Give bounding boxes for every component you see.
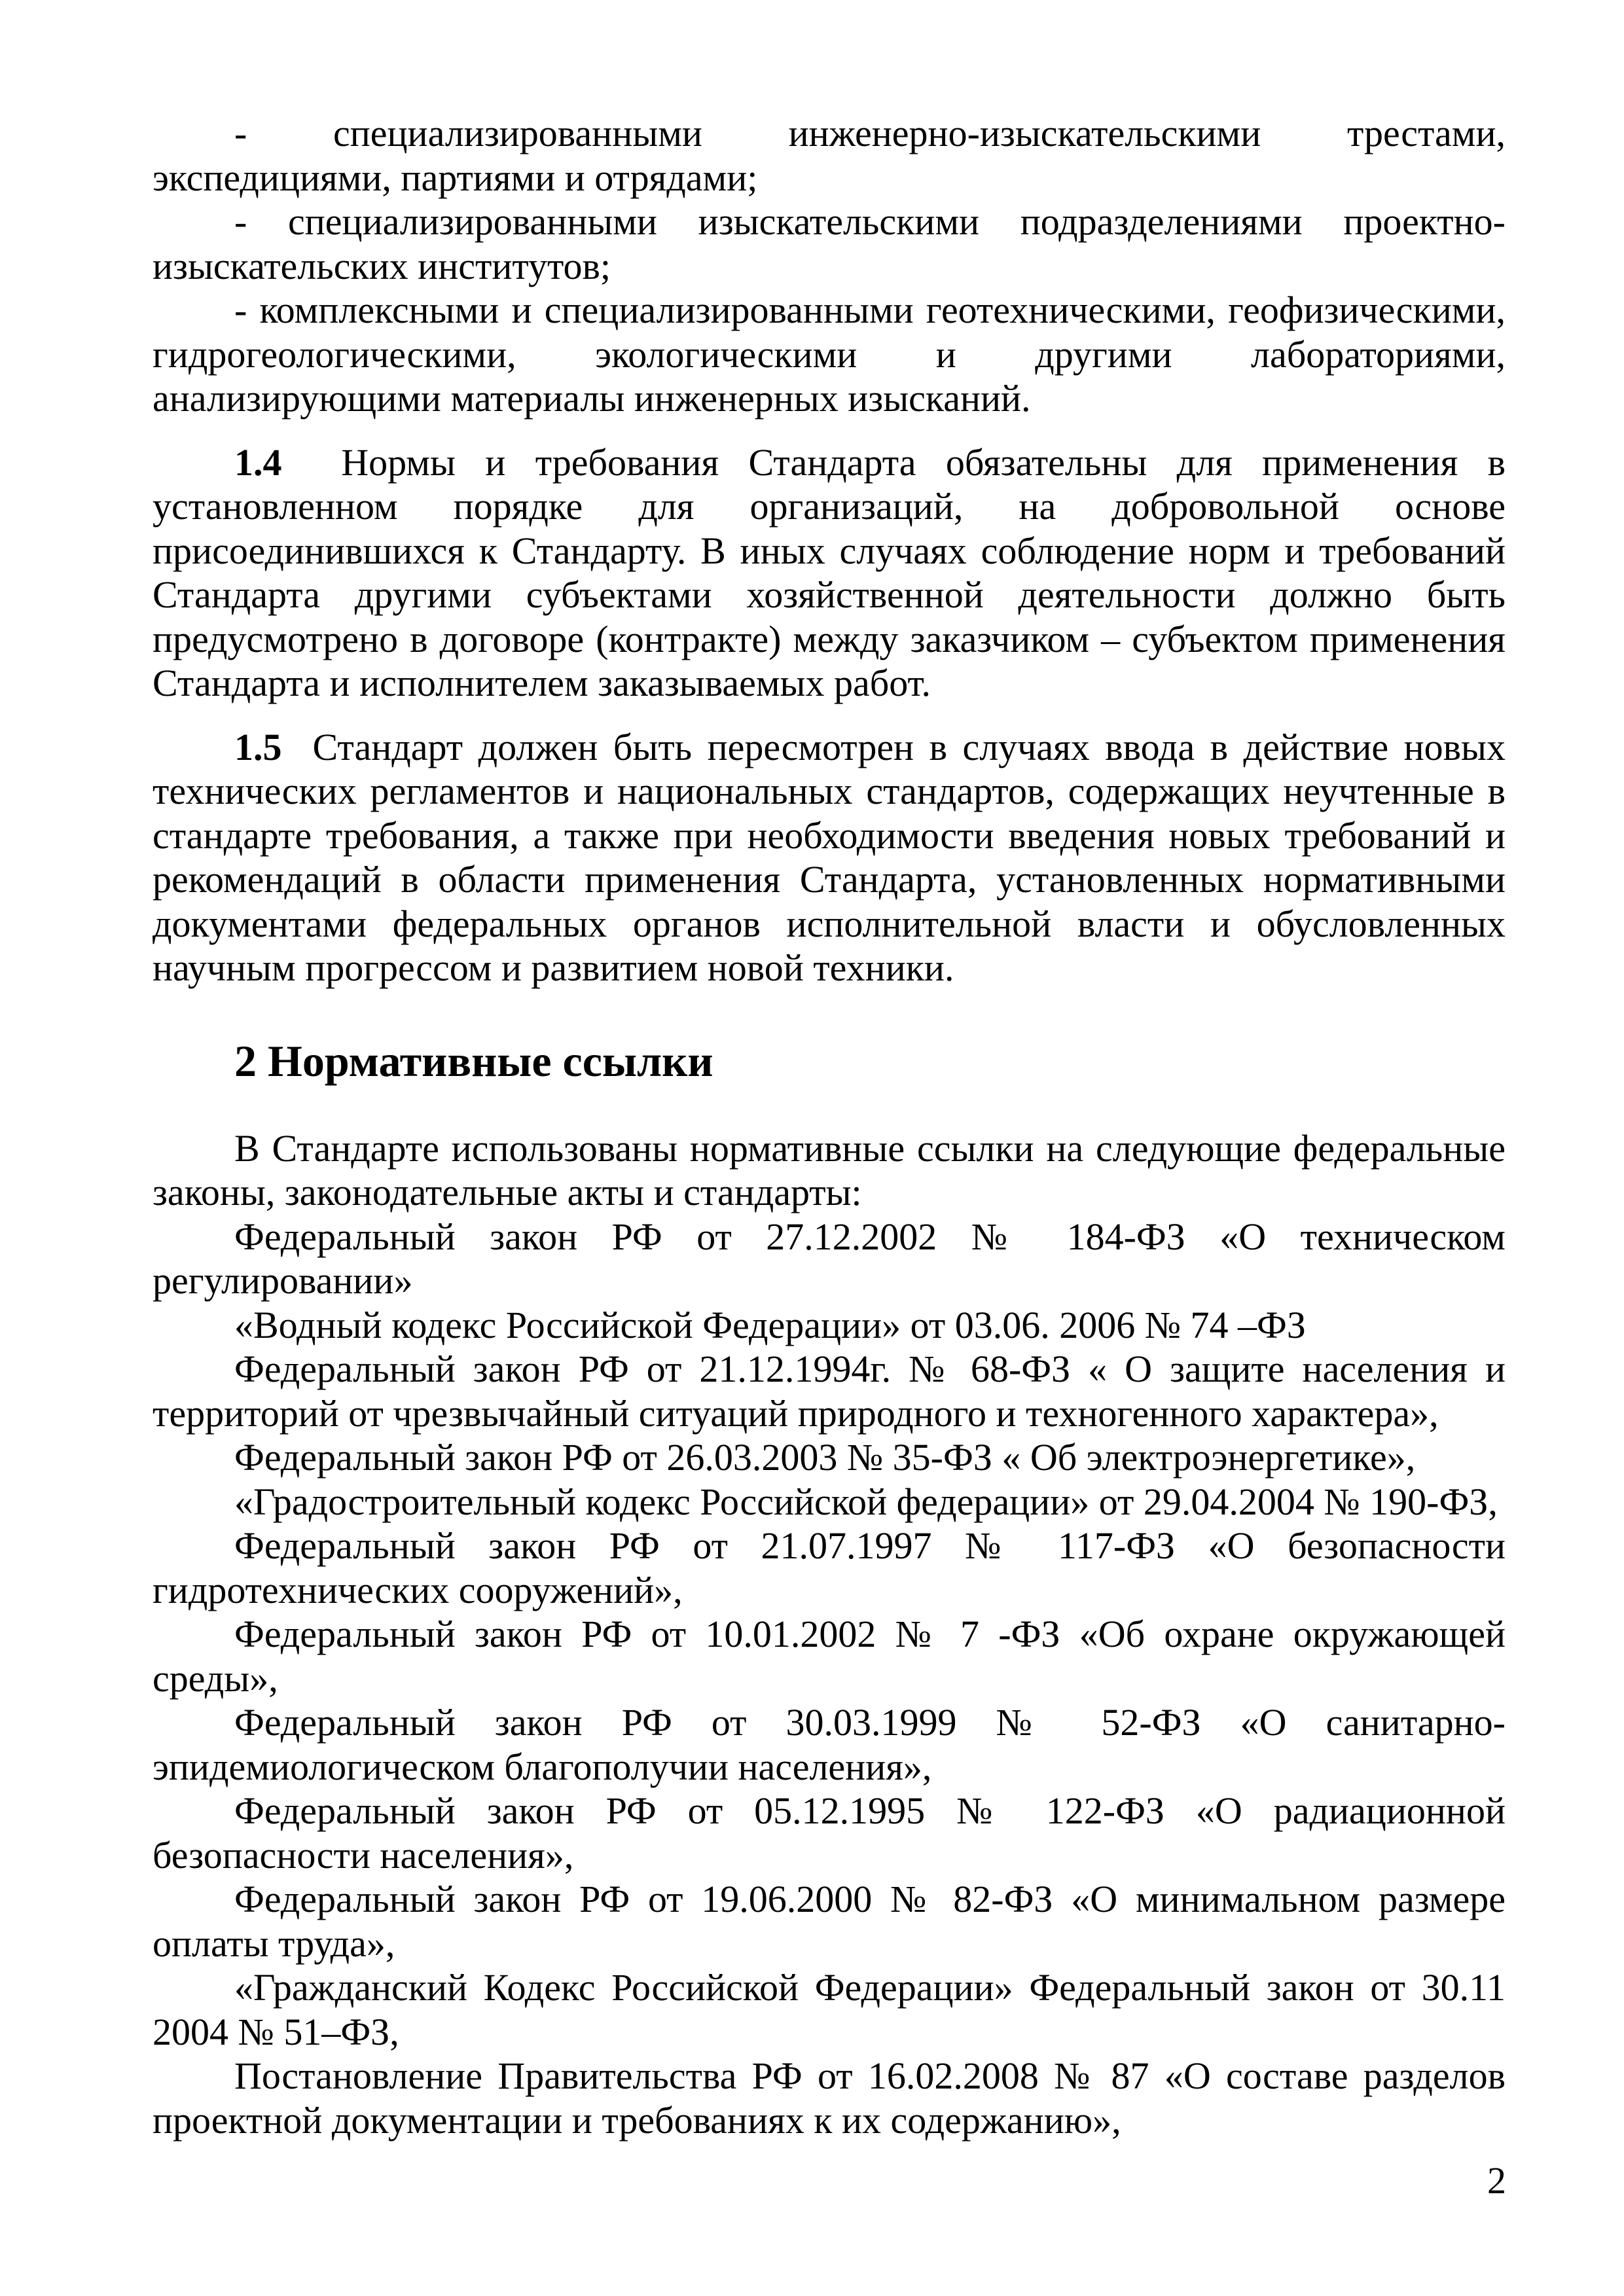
reference-item: «Гражданский Кодекс Российской Федерации» Федеральный закон от 30.11 2004 № 51–ФЗ, <box>153 1966 1506 2053</box>
reference-item: Федеральный закон РФ от 10.01.2002 № 7 -ФЗ «Об охране окружающей среды», <box>153 1613 1506 1700</box>
section-heading: 2 Нормативные ссылки <box>234 1035 713 1086</box>
reference-item: Постановление Правительства РФ от 16.02.2008 № 87 «О составе разделов проектной документации и требованиях к их содержанию», <box>153 2054 1506 2142</box>
reference-item: «Водный кодекс Российской Федерации» от 03.06. 2006 № 74 –ФЗ <box>234 1303 1306 1346</box>
clause-number: 1.5 <box>234 725 282 768</box>
reference-item: Федеральный закон РФ от 27.12.2002 № 184-ФЗ «О техническом регулировании» <box>153 1215 1506 1302</box>
reference-item: Федеральный закон РФ от 05.12.1995 № 122-ФЗ «О радиационной безопасности населения», <box>153 1789 1506 1876</box>
reference-item: Федеральный закон РФ от 26.03.2003 № 35-ФЗ « Об электроэнергетике», <box>234 1436 1416 1479</box>
document-page-body <box>153 111 1506 2142</box>
list-item: - специализированными изыскательскими подразделениями проектно-изыскательских институтов; <box>153 200 1506 287</box>
reference-item: Федеральный закон РФ от 21.12.1994г. № 68-ФЗ « О защите населения и территорий от чрезвычайный ситуаций природного и техногенного характера», <box>153 1348 1506 1435</box>
section-intro: В Стандарте использованы нормативные ссылки на следующие федеральные законы, законодательные акты и стандарты: <box>153 1126 1506 1213</box>
reference-item: «Градостроительный кодекс Российской федерации» от 29.04.2004 № 190-ФЗ, <box>234 1480 1498 1523</box>
reference-item: Федеральный закон РФ от 30.03.1999 № 52-ФЗ «О санитарно-эпидемиологическом благополучии населения», <box>153 1701 1506 1788</box>
reference-item: Федеральный закон РФ от 21.07.1997 № 117-ФЗ «О безопасности гидротехнических сооружений», <box>153 1524 1506 1611</box>
reference-item: Федеральный закон РФ от 19.06.2000 № 82-ФЗ «О минимальном размере оплаты труда», <box>153 1878 1506 1965</box>
page-number: 2 <box>1487 2159 1506 2202</box>
clause-text: Нормы и требования Стандарта обязательны для применения в установленном порядке для организаций, на добровольной основе присоединившихся к Стандарту. В иных случаях соблюдение норм и требований Стандарта другими субъектами хозяйственной деятельности должно быть предусмотрено в договоре (контракте) между заказчиком – субъектом применения Стандарта и исполнителем заказываемых работ. <box>153 440 1506 704</box>
list-item: - комплексными и специализированными геотехническими, геофизическими, гидрогеологическими, экологическими и другими лабораториями, анализирующими материалы инженерных изысканий. <box>153 289 1506 420</box>
clause-number: 1.4 <box>234 440 282 484</box>
clause-1-5 <box>153 725 1506 990</box>
clause-1-4 <box>153 440 1506 706</box>
clause-text: Стандарт должен быть пересмотрен в случаях ввода в действие новых технических регламентов и национальных стандартов, содержащих неучтенные в стандарте требования, а также при необходимости введения новых требований и рекомендаций в области применения Стандарта, установленных нормативными документами федеральных органов исполнительной власти и обусловленных научным прогрессом и развитием новой техники. <box>153 725 1506 989</box>
list-item: - специализированными инженерно-изыскательскими трестами, экспедициями, партиями и отрядами; <box>153 112 1506 199</box>
